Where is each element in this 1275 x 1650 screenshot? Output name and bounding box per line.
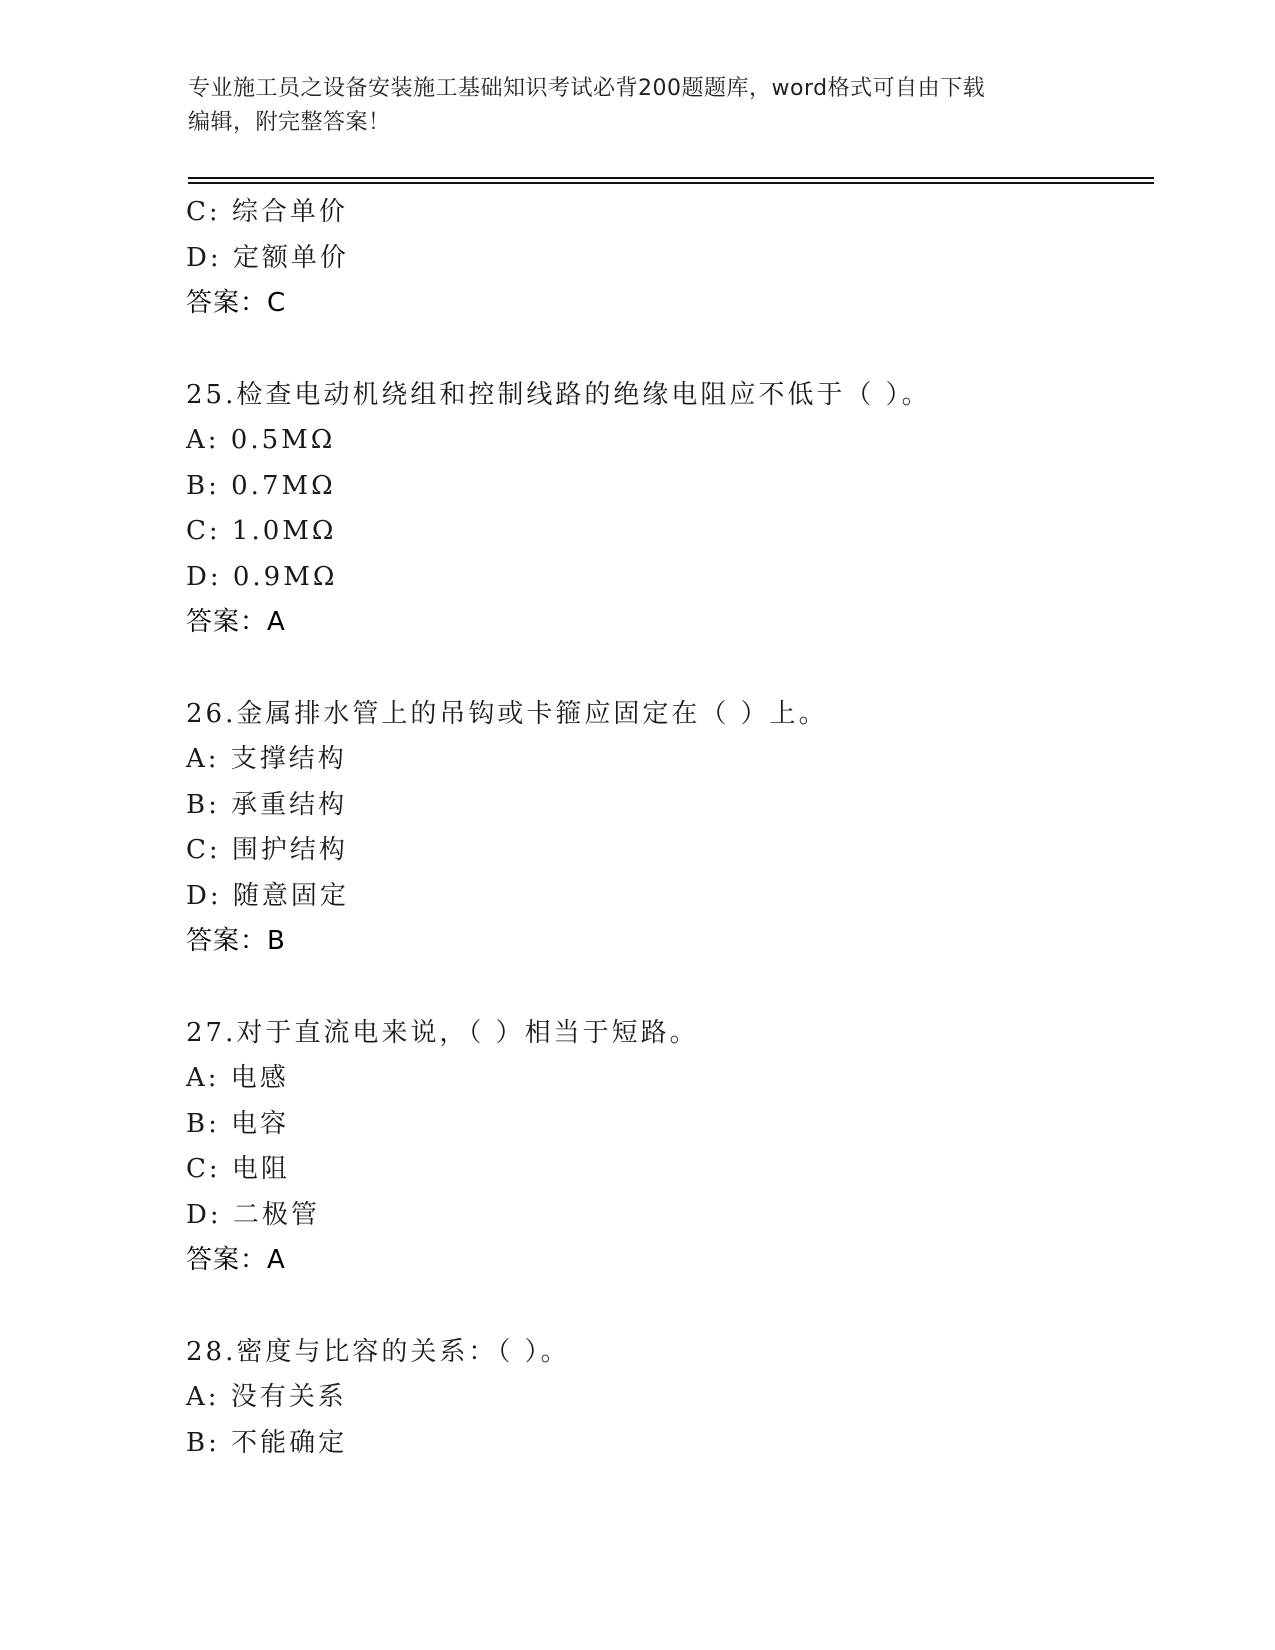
spacer bbox=[186, 965, 1146, 1011]
question-26 bbox=[186, 692, 1146, 965]
option-d: D: 二极管 bbox=[186, 1199, 320, 1230]
answer-line: 答案：C bbox=[186, 288, 287, 318]
option-a: A: 电感 bbox=[186, 1063, 289, 1093]
question-25 bbox=[186, 373, 1146, 646]
option-b: B: 不能确定 bbox=[186, 1427, 348, 1458]
answer-line: 答案：A bbox=[186, 607, 286, 637]
option-a: A: 0.5MΩ bbox=[186, 425, 336, 455]
option-a: A: 没有关系 bbox=[186, 1382, 347, 1412]
option-d: D: 0.9MΩ bbox=[186, 561, 338, 592]
question-28 bbox=[186, 1330, 1146, 1467]
option-d: D: 随意固定 bbox=[186, 880, 349, 911]
spacer bbox=[186, 327, 1146, 373]
question-27 bbox=[186, 1011, 1146, 1284]
question-list bbox=[186, 190, 1146, 1466]
question-stem: 26.金属排水管上的吊钩或卡箍应固定在（ ）上。 bbox=[186, 698, 828, 729]
option-c: C: 综合单价 bbox=[186, 197, 348, 227]
header-divider-bottom bbox=[188, 182, 1154, 184]
question-stem: 25.检查电动机绕组和控制线路的绝缘电阻应不低于（ ）。 bbox=[186, 379, 931, 410]
answer-line: 答案：A bbox=[186, 1245, 286, 1275]
header-divider-top bbox=[188, 177, 1154, 179]
question-stem: 27.对于直流电来说，（ ）相当于短路。 bbox=[186, 1017, 699, 1048]
question-24-continuation bbox=[186, 190, 1146, 327]
spacer bbox=[186, 646, 1146, 692]
document-header bbox=[188, 72, 1088, 140]
question-stem: 28.密度与比容的关系：（ ）。 bbox=[186, 1336, 570, 1367]
option-c: C: 1.0MΩ bbox=[186, 516, 337, 546]
answer-line: 答案：B bbox=[186, 926, 286, 956]
spacer bbox=[186, 1284, 1146, 1330]
option-c: C: 电阻 bbox=[186, 1154, 290, 1184]
option-c: C: 围护结构 bbox=[186, 835, 348, 865]
option-b: B: 承重结构 bbox=[186, 789, 348, 820]
header-title-line-1: 专业施工员之设备安装施工基础知识考试必背200题题库，word格式可自由下载 bbox=[188, 76, 986, 101]
header-title-line-2: 编辑，附完整答案！ bbox=[188, 110, 391, 135]
option-d: D: 定额单价 bbox=[186, 242, 349, 273]
option-b: B: 电容 bbox=[186, 1108, 290, 1139]
option-a: A: 支撑结构 bbox=[186, 744, 347, 774]
option-b: B: 0.7MΩ bbox=[186, 470, 336, 501]
